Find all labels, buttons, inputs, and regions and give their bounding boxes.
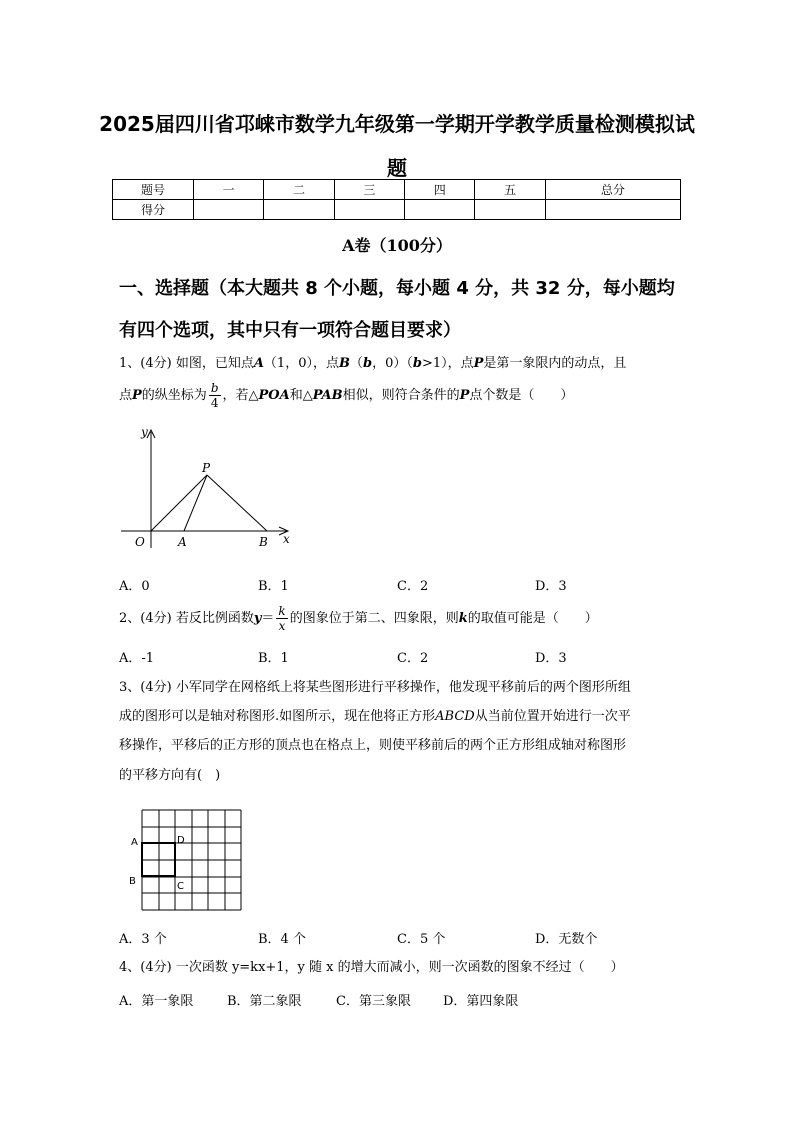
score-table-header-row (113, 180, 681, 200)
q1-var: P (132, 388, 142, 403)
q1-text: >1），点 (421, 356, 474, 371)
score-cell[interactable] (334, 200, 404, 220)
q1-text: 1、(4分) 如图，已知点 (119, 356, 254, 371)
label-p: P (202, 461, 211, 475)
q1-text: （ (349, 356, 363, 371)
question-3-line3: 移操作，平移后的正方形的顶点也在格点上，则使平移前后的两个正方形组成轴对称图形 (119, 738, 627, 753)
question-1-line2 (119, 381, 679, 410)
score-cell[interactable] (194, 200, 264, 220)
score-cell[interactable] (545, 200, 680, 220)
q1-var: b (362, 356, 373, 371)
page-title-continued: 题 (387, 156, 407, 180)
q2-option-d[interactable]: D．3 (535, 651, 567, 666)
question-3-line1: 3、(4分) 小军同学在网格纸上将某些图形进行平移操作，他发现平移前后的两个图形所组 (119, 680, 631, 695)
grid-lines (142, 810, 241, 910)
q1-var: B (338, 356, 350, 371)
q3-text: 成的图形可以是轴对称图形.如图所示，现在他将正方形 (119, 709, 436, 724)
q1-var: A (253, 356, 264, 371)
q3-option-d[interactable]: D．无数个 (535, 932, 598, 947)
q1-option-c[interactable]: C．2 (397, 579, 429, 594)
q4-option-c[interactable]: C．第三象限 (336, 994, 411, 1009)
q2-var: y (253, 611, 262, 626)
label-d: D (177, 835, 185, 846)
volume-heading: A卷（100分） (342, 236, 452, 255)
q1-text: 点个数是（ ） (469, 388, 574, 403)
q3-option-c[interactable]: C．5 个 (397, 932, 446, 947)
q3-var: ABCD (435, 709, 475, 724)
score-row-label: 得分 (113, 200, 194, 220)
label-x: x (283, 532, 290, 546)
score-table (112, 179, 681, 220)
fraction-numerator: b (210, 381, 219, 395)
label-c: C (177, 881, 184, 892)
question-2 (119, 604, 679, 633)
q1-text: 相似，则符合条件的 (342, 388, 460, 403)
segment-ap (184, 475, 207, 531)
q3-option-b[interactable]: B．4 个 (258, 932, 306, 947)
segment-op (151, 475, 207, 531)
q2-var: k (458, 611, 468, 626)
score-header-cell: 三 (334, 180, 404, 200)
q1-text: ，0）（ (372, 356, 413, 371)
q2-option-a[interactable]: A．-1 (119, 651, 155, 666)
score-header-cell: 五 (475, 180, 545, 200)
label-a: A (178, 535, 187, 549)
q1-var: P (459, 388, 470, 403)
label-origin: O (135, 535, 145, 549)
label-b: B (129, 876, 136, 887)
q2-option-c[interactable]: C．2 (397, 651, 429, 666)
score-cell[interactable] (405, 200, 475, 220)
q2-text: 的图象位于第二、四象限，则 (289, 611, 459, 626)
score-header-cell: 题号 (113, 180, 194, 200)
q1-text: 是第一象限内的动点，且 (483, 356, 627, 371)
figure-1-coordinate-diagram (115, 420, 300, 555)
q2-text: 的取值可能是（ ） (467, 611, 598, 626)
section-title: 一、选择题（本大题共 8 个小题，每小题 4 分，共 32 分，每小题均 (119, 278, 675, 299)
score-header-cell: 二 (264, 180, 334, 200)
q1-var: POA (258, 388, 290, 403)
q1-text: （1，0），点 (263, 356, 339, 371)
score-table-score-row (113, 200, 681, 220)
q1-option-d[interactable]: D．3 (535, 579, 567, 594)
q4-option-b[interactable]: B．第二象限 (227, 994, 302, 1009)
question-4: 4、(4分) 一次函数 y=kx+1，y 随 x 的增大而减小，则一次函数的图象不经过（ ） (119, 960, 624, 975)
label-b: B (259, 535, 268, 549)
q1-text: ，若△ (222, 388, 259, 403)
q1-var: PAB (312, 388, 343, 403)
q1-text: 的纵坐标为 (141, 388, 207, 403)
q1-var: P (473, 356, 484, 371)
q2-text: 2、(4分) 若反比例函数 (119, 611, 254, 626)
page-title: 2025届四川省邛崃市数学九年级第一学期开学教学质量检测模拟试 (99, 112, 695, 136)
score-cell[interactable] (475, 200, 545, 220)
score-cell[interactable] (264, 200, 334, 220)
q1-var: b (412, 356, 422, 371)
fraction-numerator: k (278, 604, 286, 618)
q3-option-a[interactable]: A．3 个 (119, 932, 167, 947)
fraction-denominator: x (278, 619, 286, 633)
score-header-cell: 四 (405, 180, 475, 200)
q1-text: 点 (119, 388, 133, 403)
question-1-line1 (119, 354, 679, 374)
question-3-line4: 的平移方向有( ) (119, 768, 221, 783)
fraction-k-over-x (276, 604, 287, 633)
q1-option-a[interactable]: A．0 (119, 579, 150, 594)
question-3-line2 (119, 707, 684, 727)
figure-3-grid (125, 805, 250, 915)
q3-text: 从当前位置开始进行一次平 (474, 709, 631, 724)
segment-pb (207, 475, 267, 531)
q4-option-d[interactable]: D．第四象限 (443, 994, 519, 1009)
q2-text: ＝ (261, 611, 275, 626)
section-title-continued: 有四个选项，其中只有一项符合题目要求） (119, 320, 461, 341)
score-header-cell: 一 (194, 180, 264, 200)
score-header-cell: 总分 (545, 180, 680, 200)
q1-option-b[interactable]: B．1 (258, 579, 289, 594)
label-y: y (141, 425, 148, 439)
q4-option-a[interactable]: A．第一象限 (119, 994, 194, 1009)
fraction-denominator: 4 (210, 396, 219, 410)
q1-text: 和△ (289, 388, 313, 403)
label-a: A (131, 837, 138, 848)
q2-option-b[interactable]: B．1 (258, 651, 289, 666)
fraction-b-over-4 (209, 381, 221, 410)
